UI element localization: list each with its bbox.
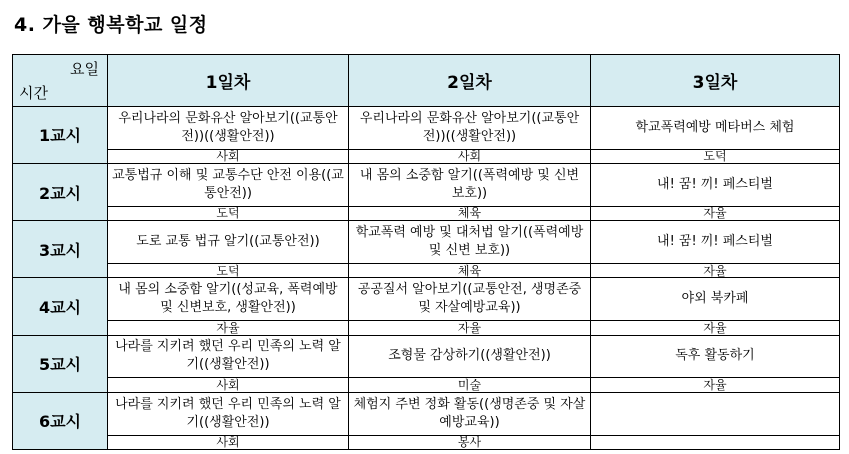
subject-cell: 자율 — [108, 321, 349, 335]
subject-row — [13, 321, 840, 335]
day-axis-label: 요일 — [70, 60, 99, 78]
period-row — [13, 106, 840, 149]
subject-row — [13, 435, 840, 449]
subject-row — [13, 264, 840, 278]
day-header-2: 2일차 — [349, 55, 591, 107]
day-header-3: 3일차 — [591, 55, 840, 107]
activity-cell: 공공질서 알아보기((교통안전, 생명존중 및 자살예방교육)) — [349, 278, 591, 321]
activity-cell: 체험지 주변 정화 활동((생명존중 및 자살예방교육)) — [349, 392, 591, 435]
subject-cell: 자율 — [591, 206, 840, 220]
subject-row — [13, 149, 840, 163]
activity-cell: 우리나라의 문화유산 알아보기((교통안전))((생활안전)) — [108, 106, 349, 149]
subject-cell: 체육 — [349, 206, 591, 220]
activity-cell: 독후 활동하기 — [591, 335, 840, 378]
activity-cell: 야외 북카페 — [591, 278, 840, 321]
subject-cell: 사회 — [108, 435, 349, 449]
activity-cell: 내! 꿈! 끼! 페스티벌 — [591, 163, 840, 206]
period-row — [13, 163, 840, 206]
period-label: 4교시 — [13, 278, 108, 335]
activity-cell — [591, 392, 840, 435]
subject-cell: 자율 — [591, 264, 840, 278]
subject-cell: 자율 — [591, 321, 840, 335]
activity-cell: 우리나라의 문화유산 알아보기((교통안전))((생활안전)) — [349, 106, 591, 149]
day-header-1: 1일차 — [108, 55, 349, 107]
subject-cell: 자율 — [349, 321, 591, 335]
header-row — [13, 55, 840, 107]
subject-cell: 봉사 — [349, 435, 591, 449]
period-label: 3교시 — [13, 221, 108, 278]
time-axis-label: 시간 — [19, 83, 48, 102]
period-label: 2교시 — [13, 163, 108, 220]
subject-cell: 도덕 — [108, 264, 349, 278]
activity-cell: 조형물 감상하기((생활안전)) — [349, 335, 591, 378]
schedule-table — [12, 54, 840, 450]
subject-cell: 체육 — [349, 264, 591, 278]
subject-cell: 사회 — [108, 149, 349, 163]
activity-cell: 학교폭력 예방 및 대처법 알기((폭력예방 및 신변 보호)) — [349, 221, 591, 264]
period-row — [13, 278, 840, 321]
activity-cell: 나라를 지키려 했던 우리 민족의 노력 알기((생활안전)) — [108, 392, 349, 435]
period-row — [13, 335, 840, 378]
subject-cell: 자율 — [591, 378, 840, 392]
activity-cell: 내! 꿈! 끼! 페스티벌 — [591, 221, 840, 264]
period-row — [13, 221, 840, 264]
subject-cell: 도덕 — [108, 206, 349, 220]
subject-cell: 도덕 — [591, 149, 840, 163]
activity-cell: 나라를 지키려 했던 우리 민족의 노력 알기((생활안전)) — [108, 335, 349, 378]
subject-row — [13, 378, 840, 392]
activity-cell: 교통법규 이해 및 교통수단 안전 이용((교통안전)) — [108, 163, 349, 206]
period-row — [13, 392, 840, 435]
subject-row — [13, 206, 840, 220]
page-title: 4. 가을 행복학교 일정 — [14, 14, 208, 36]
period-label: 5교시 — [13, 335, 108, 392]
activity-cell: 학교폭력예방 메타버스 체험 — [591, 106, 840, 149]
period-label: 1교시 — [13, 106, 108, 163]
activity-cell: 내 몸의 소중함 알기((폭력예방 및 신변 보호)) — [349, 163, 591, 206]
subject-cell — [591, 435, 840, 449]
period-label: 6교시 — [13, 392, 108, 449]
subject-cell: 사회 — [108, 378, 349, 392]
corner-header-cell — [13, 55, 108, 107]
subject-cell: 미술 — [349, 378, 591, 392]
activity-cell: 도로 교통 법규 알기((교통안전)) — [108, 221, 349, 264]
activity-cell: 내 몸의 소중함 알기((성교육, 폭력예방 및 신변보호, 생활안전)) — [108, 278, 349, 321]
subject-cell: 사회 — [349, 149, 591, 163]
